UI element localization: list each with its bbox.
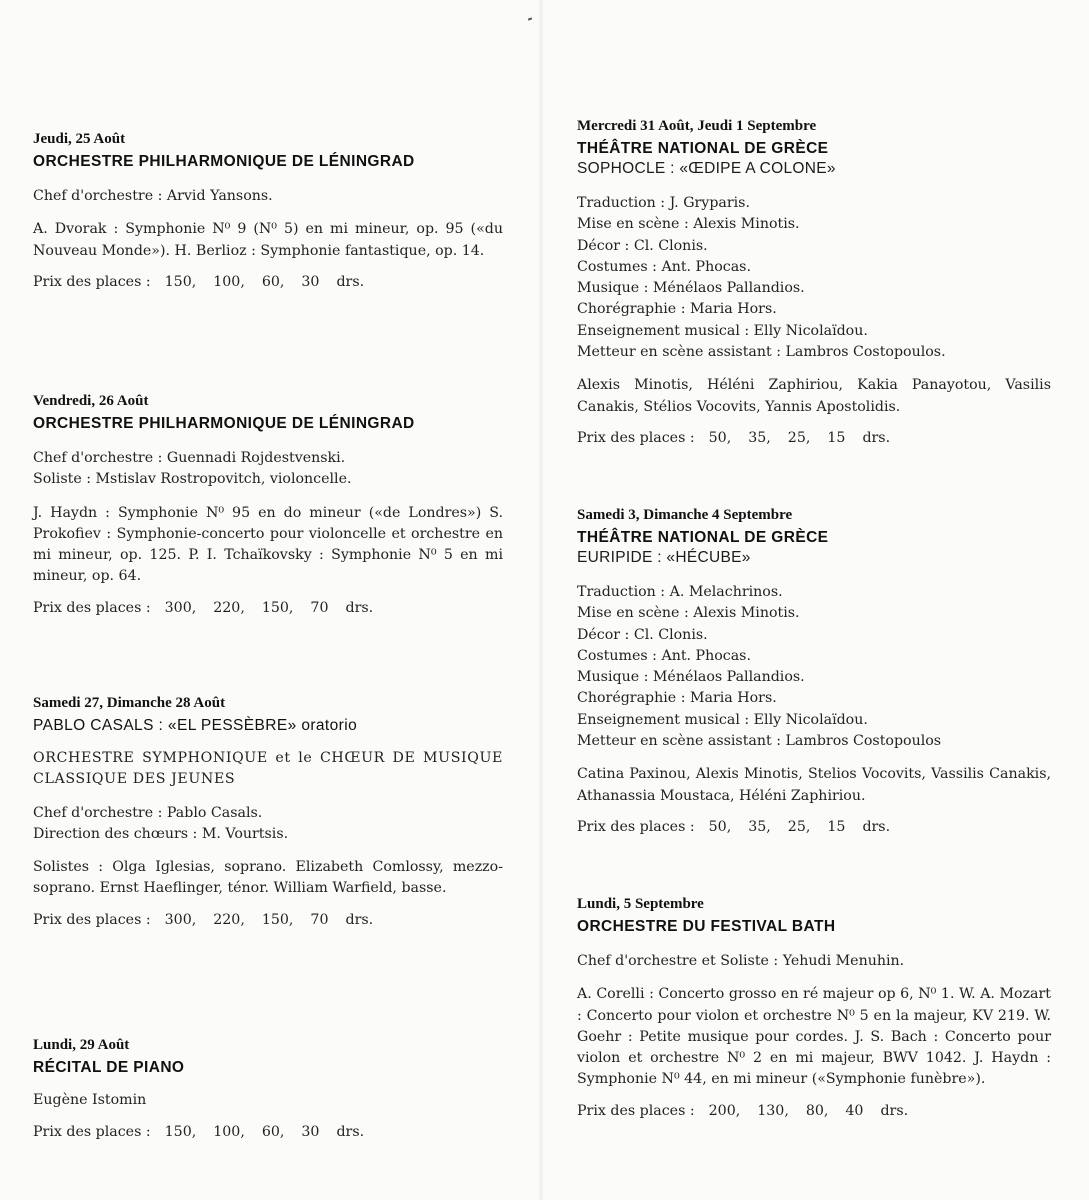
event-title: ORCHESTRE PHILHARMONIQUE DE LÉNINGRAD xyxy=(33,153,415,170)
program-text: J. Haydn : Symphonie N⁰ 95 en do mineur («de Londres») S. Prokofiev : Symphonie-concerto pour violoncelle et orchestre en mi mineur, op. 125. P. I. Tchaïkovsky : Symphonie N⁰ 5 en mi mineur, op. 64. xyxy=(33,504,503,585)
price-value: 200, xyxy=(708,1102,741,1119)
credit-line: Enseignement musical : Elly Nicolaïdou. xyxy=(577,322,868,339)
price-value: 220, xyxy=(213,911,245,928)
price-currency: drs. xyxy=(862,429,891,446)
cast-text: Catina Paxinou, Alexis Minotis, Stelios Vocovits, Vassilis Canakis, Athanassia Moustaca, Héléni Zaphiriou. xyxy=(577,766,1051,804)
price-value: 40 xyxy=(845,1102,864,1119)
price-value: 35, xyxy=(748,429,771,446)
credit-line: Chorégraphie : Maria Hors. xyxy=(577,301,777,318)
event-title: THÉÂTRE NATIONAL DE GRÈCE xyxy=(577,140,829,157)
price-row xyxy=(33,272,503,293)
price-value: 15 xyxy=(827,818,846,835)
credit-line: Musique : Ménélaos Pallandios. xyxy=(577,669,805,686)
conductor: Chef d'orchestre : Arvid Yansons. xyxy=(33,188,273,204)
soloists-text: Solistes : Olga Iglesias, soprano. Elizabeth Comlossy, mezzo-soprano. Ernst Haeflinger, ténor. William Warfield, basse. xyxy=(33,859,503,897)
price-label: Prix des places : xyxy=(33,911,151,928)
event-date: Lundi, 5 Septembre xyxy=(577,896,704,912)
price-currency: drs. xyxy=(336,1124,365,1141)
price-value: 100, xyxy=(213,1124,245,1141)
price-value: 70 xyxy=(310,599,329,616)
price-value: 15 xyxy=(827,429,846,446)
credits-list xyxy=(577,582,1051,752)
credit-line: Metteur en scène assistant : Lambros Costopoulos. xyxy=(577,344,946,361)
event-title: ORCHESTRE PHILHARMONIQUE DE LÉNINGRAD xyxy=(33,415,415,432)
price-row xyxy=(577,428,1051,449)
soloist: Soliste : Mstislav Rostropovitch, violoncelle. xyxy=(33,471,352,488)
page-fold xyxy=(538,0,544,1200)
price-row xyxy=(33,598,503,619)
credit-line: Costumes : Ant. Phocas. xyxy=(577,647,751,664)
price-currency: drs. xyxy=(336,273,365,290)
credit-line: Chorégraphie : Maria Hors. xyxy=(577,690,777,707)
credit-line: Mise en scène : Alexis Minotis. xyxy=(577,605,800,622)
conductor: Chef d'orchestre : Guennadi Rojdestvenski. xyxy=(33,450,346,466)
event-date: Jeudi, 25 Août xyxy=(33,131,126,147)
price-value: 25, xyxy=(787,818,811,835)
credit-line: Metteur en scène assistant : Lambros Costopoulos xyxy=(577,733,942,750)
cast-text: Alexis Minotis, Héléni Zaphiriou, Kakia Panayotou, Vasilis Canakis, Stélios Vocovits, Yannis Apostolidis. xyxy=(577,377,1051,415)
price-label: Prix des places : xyxy=(33,599,151,616)
price-currency: drs. xyxy=(345,911,374,928)
event-right-1 xyxy=(577,117,1051,449)
play-title: EURIPIDE : «HÉCUBE» xyxy=(577,549,751,566)
event-right-3 xyxy=(577,895,1051,1122)
event-title: RÉCITAL DE PIANO xyxy=(33,1059,185,1076)
choir-director: Direction des chœurs : M. Vourtsis. xyxy=(33,825,289,842)
price-value: 300, xyxy=(164,911,197,928)
credit-line: Musique : Ménélaos Pallandios. xyxy=(577,280,805,297)
price-value: 50, xyxy=(708,818,732,835)
event-left-3 xyxy=(33,694,503,931)
event-title: PABLO CASALS : «EL PESSÈBRE» oratorio xyxy=(33,717,358,734)
credit-line: Mise en scène : Alexis Minotis. xyxy=(577,216,800,233)
event-left-4 xyxy=(33,1036,503,1144)
price-label: Prix des places : xyxy=(577,429,695,446)
event-date: Vendredi, 26 Août xyxy=(33,393,149,409)
credit-line: Traduction : J. Gryparis. xyxy=(577,195,750,211)
price-value: 150, xyxy=(261,911,294,928)
event-left-1 xyxy=(33,130,503,293)
price-value: 300, xyxy=(164,599,197,616)
conductor: Chef d'orchestre et Soliste : Yehudi Menuhin. xyxy=(577,953,905,969)
speck-mark xyxy=(528,17,532,20)
price-currency: drs. xyxy=(862,818,891,835)
price-value: 150, xyxy=(164,1124,197,1141)
price-value: 60, xyxy=(261,1124,285,1141)
price-value: 70 xyxy=(310,911,329,928)
credit-line: Décor : Cl. Clonis. xyxy=(577,626,708,643)
price-value: 60, xyxy=(261,273,285,290)
play-title: SOPHOCLE : «ŒDIPE A COLONE» xyxy=(577,160,836,177)
event-title: THÉÂTRE NATIONAL DE GRÈCE xyxy=(577,529,829,546)
price-row xyxy=(33,1122,503,1143)
price-currency: drs. xyxy=(345,599,374,616)
program-text: A. Corelli : Concerto grosso en ré majeur op 6, N⁰ 1. W. A. Mozart : Concerto pour violon et orchestre N⁰ 5 en la majeur, KV 219. W. Goehr : Petite musique pour cordes. J. S. Bach : Concerto pour violon et orchestre N⁰ 2 en mi majeur, BWV 1042. J. Haydn : Symphonie N⁰ 44, en mi mineur («Symphonie funèbre»). xyxy=(577,986,1051,1088)
price-label: Prix des places : xyxy=(33,1124,151,1141)
credit-line: Traduction : A. Melachrinos. xyxy=(577,584,783,600)
price-currency: drs. xyxy=(880,1102,909,1119)
price-value: 150, xyxy=(261,599,294,616)
credit-line: Costumes : Ant. Phocas. xyxy=(577,258,751,275)
price-value: 150, xyxy=(164,273,197,290)
price-value: 30 xyxy=(301,1124,320,1141)
ensemble-text: ORCHESTRE SYMPHONIQUE et le CHŒUR DE MUSIQUE CLASSIQUE DES JEUNES xyxy=(33,750,503,788)
price-value: 50, xyxy=(708,429,732,446)
conductor: Chef d'orchestre : Pablo Casals. xyxy=(33,804,263,821)
price-label: Prix des places : xyxy=(33,273,151,290)
price-value: 130, xyxy=(757,1102,789,1119)
price-value: 30 xyxy=(301,273,320,290)
price-label: Prix des places : xyxy=(577,818,695,835)
credit-line: Enseignement musical : Elly Nicolaïdou. xyxy=(577,711,868,728)
price-value: 100, xyxy=(213,273,245,290)
event-date: Mercredi 31 Août, Jeudi 1 Septembre xyxy=(577,118,817,134)
price-value: 80, xyxy=(805,1102,829,1119)
price-row xyxy=(577,817,1051,838)
price-value: 35, xyxy=(748,818,771,835)
price-row xyxy=(577,1101,1051,1122)
price-row xyxy=(33,910,503,931)
price-value: 220, xyxy=(213,599,245,616)
event-date: Samedi 3, Dimanche 4 Septembre xyxy=(577,507,793,523)
event-date: Samedi 27, Dimanche 28 Août xyxy=(33,695,226,711)
event-left-2 xyxy=(33,392,503,619)
performer: Eugène Istomin xyxy=(33,1092,147,1108)
event-right-2 xyxy=(577,506,1051,838)
price-label: Prix des places : xyxy=(577,1102,695,1119)
event-title: ORCHESTRE DU FESTIVAL BATH xyxy=(577,918,836,935)
event-date: Lundi, 29 Août xyxy=(33,1037,130,1053)
program-text: A. Dvorak : Symphonie N⁰ 9 (N⁰ 5) en mi mineur, op. 95 («du Nouveau Monde»). H. Berlioz : Symphonie fantastique, op. 14. xyxy=(33,221,503,259)
credits-list xyxy=(577,193,1051,363)
price-value: 25, xyxy=(787,429,811,446)
credit-line: Décor : Cl. Clonis. xyxy=(577,237,708,254)
